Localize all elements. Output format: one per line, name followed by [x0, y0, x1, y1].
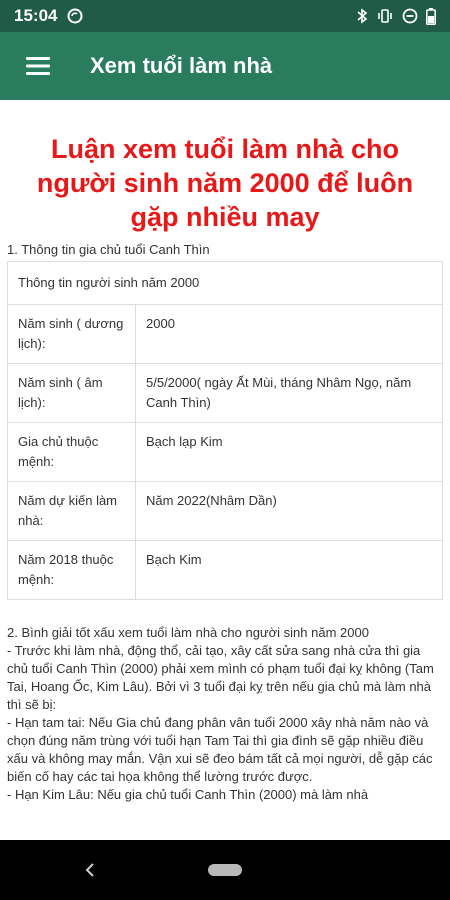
table-row — [8, 364, 443, 423]
do-not-disturb-icon — [402, 8, 418, 24]
table-row — [8, 305, 443, 364]
table-header: Thông tin người sinh năm 2000 — [8, 262, 443, 305]
status-bar — [0, 0, 450, 32]
row-label: Năm sinh ( âm lịch): — [8, 364, 136, 423]
section1-heading: 1. Thông tin gia chủ tuổi Canh Thìn — [7, 242, 210, 257]
status-time: 15:04 — [14, 6, 58, 25]
row-label: Năm sinh ( dương lịch): — [8, 305, 136, 364]
article-content[interactable] — [0, 100, 450, 840]
row-value: Bạch lạp Kim — [136, 423, 443, 482]
home-pill-icon[interactable] — [208, 864, 242, 876]
table-row — [8, 482, 443, 541]
section2-paragraph: - Trước khi làm nhà, động thổ, cải tạo, xây cất sửa sang nhà cửa thì gia chủ tuổi Canh Thìn (2000) phải xem mình có phạm tuổi đại kỵ không (Tam Tai, Hoang Ốc, Kim Lâu). Bởi vì 3 tuổi đại kỵ trên nếu gia chủ mà làm nhà thì sẽ bị: — [7, 643, 434, 712]
vibrate-icon — [376, 8, 394, 24]
app-bar — [0, 32, 450, 100]
back-chevron-icon[interactable] — [78, 858, 102, 882]
row-label: Gia chủ thuộc mệnh: — [8, 423, 136, 482]
table-header-row — [8, 262, 443, 305]
sync-icon — [67, 8, 83, 24]
row-value: 5/5/2000( ngày Ất Mùi, tháng Nhâm Ngọ, năm Canh Thìn) — [136, 364, 443, 423]
row-label: Năm dự kiến làm nhà: — [8, 482, 136, 541]
row-value: 2000 — [136, 305, 443, 364]
row-label: Năm 2018 thuộc mệnh: — [8, 541, 136, 600]
row-value: Năm 2022(Nhâm Dần) — [136, 482, 443, 541]
info-table — [7, 261, 443, 600]
navigation-bar — [0, 840, 450, 900]
table-row — [8, 541, 443, 600]
section2 — [7, 624, 443, 804]
bluetooth-icon — [356, 8, 368, 24]
article-title: Luận xem tuổi làm nhà cho người sinh năm 2000 để luôn gặp nhiều may — [36, 134, 414, 232]
table-row — [8, 423, 443, 482]
app-title: Xem tuổi làm nhà — [90, 53, 273, 78]
section2-heading: 2. Bình giải tốt xấu xem tuổi làm nhà cho người sinh năm 2000 — [7, 625, 369, 640]
section2-paragraph: - Hạn tam tai: Nếu Gia chủ đang phân vân tuổi 2000 xây nhà năm nào và chọn đúng năm trùng với tuổi hạn Tam Tai thì gia đình sẽ gặp nhiều điều xấu và không may mắn. Vận xui sẽ đeo bám tất cả mọi người, dễ gặp các biến cố hay các tai họa không thể lường trước được. — [7, 715, 433, 784]
status-icons — [356, 8, 436, 25]
row-value: Bạch Kim — [136, 541, 443, 600]
hamburger-menu-icon[interactable] — [10, 38, 66, 94]
section2-paragraph: - Hạn Kim Lâu: Nếu gia chủ tuổi Canh Thìn (2000) mà làm nhà — [7, 787, 369, 802]
battery-icon — [426, 8, 436, 25]
